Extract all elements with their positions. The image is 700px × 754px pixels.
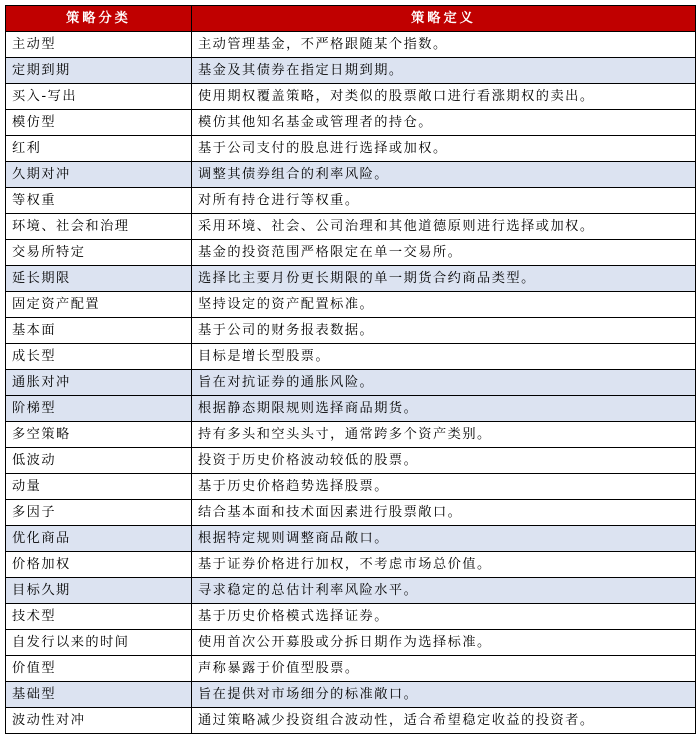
table-row xyxy=(6,292,696,318)
table-row xyxy=(6,630,696,656)
table-row xyxy=(6,682,696,708)
strategy-definition-cell: 基于历史价格趋势选择股票。 xyxy=(192,474,696,500)
strategy-definition-cell: 通过策略减少投资组合波动性，适合希望稳定收益的投资者。 xyxy=(192,708,696,734)
table-row xyxy=(6,32,696,58)
table-row xyxy=(6,240,696,266)
strategy-definition-cell: 旨在提供对市场细分的标准敞口。 xyxy=(192,682,696,708)
strategy-definition-cell: 目标是增长型股票。 xyxy=(192,344,696,370)
table-row xyxy=(6,422,696,448)
table-row xyxy=(6,448,696,474)
strategy-category-cell: 红利 xyxy=(6,136,192,162)
strategy-category-cell: 目标久期 xyxy=(6,578,192,604)
table-row xyxy=(6,708,696,734)
strategy-definition-cell: 基金及其债券在指定日期到期。 xyxy=(192,58,696,84)
strategy-category-cell: 环境、社会和治理 xyxy=(6,214,192,240)
strategy-definition-cell: 寻求稳定的总估计利率风险水平。 xyxy=(192,578,696,604)
strategy-definition-cell: 采用环境、社会、公司治理和其他道德原则进行选择或加权。 xyxy=(192,214,696,240)
strategy-category-cell: 通胀对冲 xyxy=(6,370,192,396)
strategy-category-cell: 模仿型 xyxy=(6,110,192,136)
strategy-definition-cell: 根据特定规则调整商品敞口。 xyxy=(192,526,696,552)
strategy-category-cell: 多因子 xyxy=(6,500,192,526)
strategy-definition-cell: 对所有持仓进行等权重。 xyxy=(192,188,696,214)
strategy-definition-cell: 旨在对抗证券的通胀风险。 xyxy=(192,370,696,396)
table-row xyxy=(6,344,696,370)
strategy-definition-cell: 基于证券价格进行加权，不考虑市场总价值。 xyxy=(192,552,696,578)
strategy-definition-cell: 坚持设定的资产配置标准。 xyxy=(192,292,696,318)
table-body xyxy=(6,32,696,734)
table-row xyxy=(6,214,696,240)
strategy-category-cell: 定期到期 xyxy=(6,58,192,84)
strategy-category-cell: 久期对冲 xyxy=(6,162,192,188)
strategy-definition-cell: 持有多头和空头头寸，通常跨多个资产类别。 xyxy=(192,422,696,448)
table-row xyxy=(6,370,696,396)
strategy-category-cell: 多空策略 xyxy=(6,422,192,448)
table-row xyxy=(6,578,696,604)
header-category: 策略分类 xyxy=(6,6,192,32)
strategy-definition-cell: 基于公司的财务报表数据。 xyxy=(192,318,696,344)
table-row xyxy=(6,526,696,552)
strategy-definition-cell: 声称暴露于价值型股票。 xyxy=(192,656,696,682)
table-row xyxy=(6,396,696,422)
table-row xyxy=(6,110,696,136)
strategy-category-cell: 波动性对冲 xyxy=(6,708,192,734)
strategy-definition-cell: 使用首次公开募股或分拆日期作为选择标准。 xyxy=(192,630,696,656)
table-row xyxy=(6,136,696,162)
table-row xyxy=(6,604,696,630)
strategy-table xyxy=(5,5,696,734)
strategy-definition-cell: 根据静态期限规则选择商品期货。 xyxy=(192,396,696,422)
strategy-definition-cell: 选择比主要月份更长期限的单一期货合约商品类型。 xyxy=(192,266,696,292)
strategy-definition-cell: 基于公司支付的股息进行选择或加权。 xyxy=(192,136,696,162)
table-row xyxy=(6,162,696,188)
strategy-category-cell: 延长期限 xyxy=(6,266,192,292)
strategy-category-cell: 低波动 xyxy=(6,448,192,474)
strategy-definition-cell: 主动管理基金，不严格跟随某个指数。 xyxy=(192,32,696,58)
strategy-definition-cell: 模仿其他知名基金或管理者的持仓。 xyxy=(192,110,696,136)
strategy-definition-cell: 基金的投资范围严格限定在单一交易所。 xyxy=(192,240,696,266)
strategy-definition-cell: 使用期权覆盖策略，对类似的股票敞口进行看涨期权的卖出。 xyxy=(192,84,696,110)
strategy-category-cell: 成长型 xyxy=(6,344,192,370)
strategy-category-cell: 主动型 xyxy=(6,32,192,58)
table-header-row xyxy=(6,6,696,32)
strategy-category-cell: 动量 xyxy=(6,474,192,500)
strategy-definition-cell: 投资于历史价格波动较低的股票。 xyxy=(192,448,696,474)
strategy-category-cell: 基础型 xyxy=(6,682,192,708)
table-row xyxy=(6,474,696,500)
strategy-definition-cell: 结合基本面和技术面因素进行股票敞口。 xyxy=(192,500,696,526)
strategy-category-cell: 阶梯型 xyxy=(6,396,192,422)
strategy-category-cell: 等权重 xyxy=(6,188,192,214)
table-row xyxy=(6,318,696,344)
header-definition: 策略定义 xyxy=(192,6,696,32)
strategy-category-cell: 优化商品 xyxy=(6,526,192,552)
table-row xyxy=(6,266,696,292)
strategy-category-cell: 自发行以来的时间 xyxy=(6,630,192,656)
strategy-category-cell: 固定资产配置 xyxy=(6,292,192,318)
strategy-category-cell: 买入-写出 xyxy=(6,84,192,110)
strategy-definition-cell: 基于历史价格模式选择证券。 xyxy=(192,604,696,630)
strategy-category-cell: 价值型 xyxy=(6,656,192,682)
strategy-category-cell: 技术型 xyxy=(6,604,192,630)
table-row xyxy=(6,500,696,526)
table-row xyxy=(6,188,696,214)
table-row xyxy=(6,58,696,84)
strategy-category-cell: 交易所特定 xyxy=(6,240,192,266)
table-row xyxy=(6,656,696,682)
strategy-definition-cell: 调整其债券组合的利率风险。 xyxy=(192,162,696,188)
strategy-category-cell: 价格加权 xyxy=(6,552,192,578)
strategy-category-cell: 基本面 xyxy=(6,318,192,344)
table-row xyxy=(6,84,696,110)
table-row xyxy=(6,552,696,578)
